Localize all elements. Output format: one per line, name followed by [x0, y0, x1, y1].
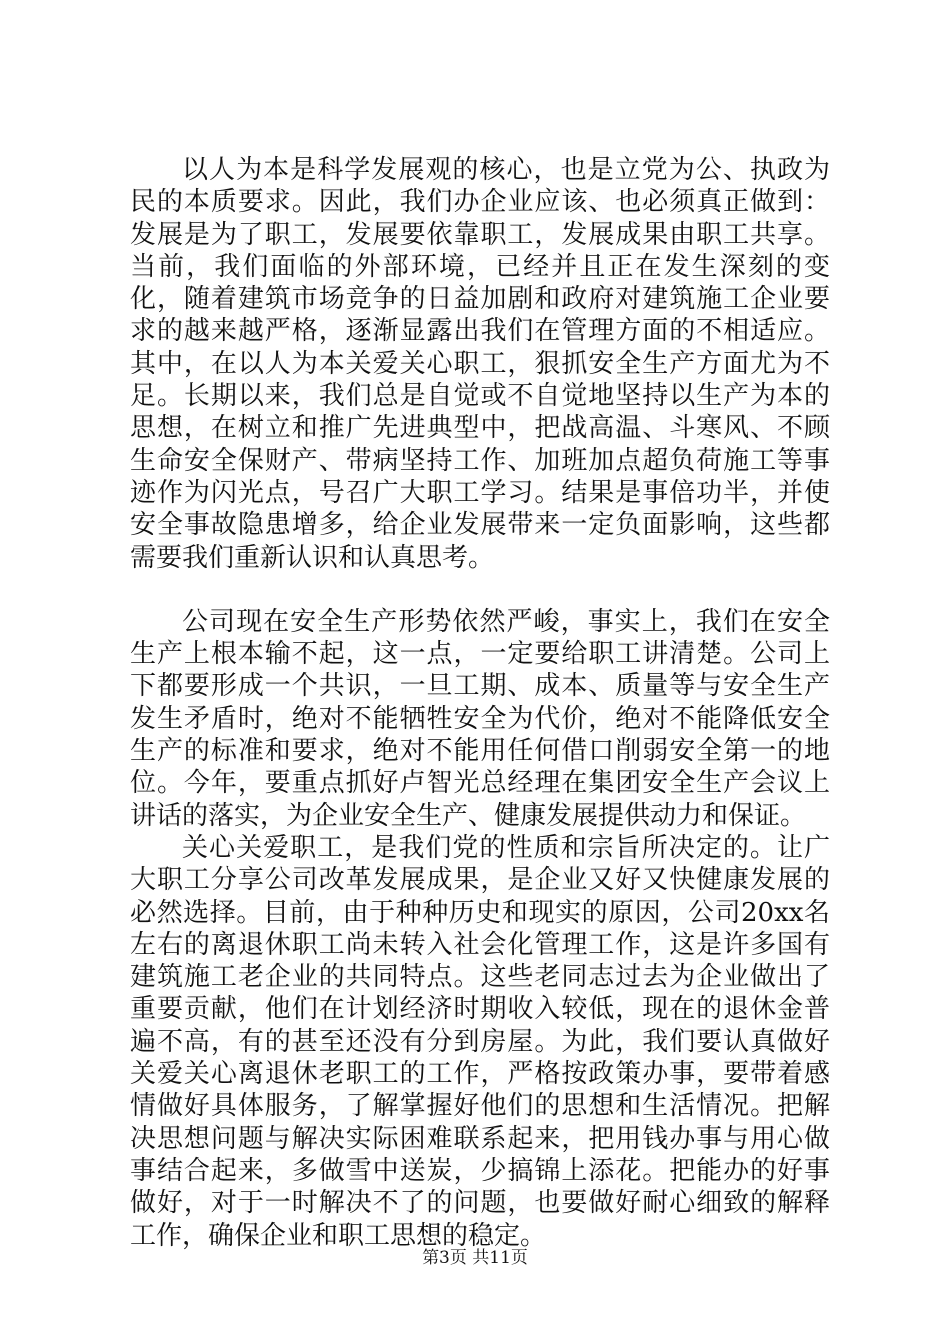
- paragraph-care-retirees: 关心关爱职工，是我们党的性质和宗旨所决定的。让广大职工分享公司改革发展成果，是企业又好又快健康发展的必然选择。目前，由于种种历史和现实的原因，公司20xx名左右的离退休职工尚未转入社会化管理工作，这是许多国有建筑施工老企业的共同特点。这些老同志过去为企业做出了重要贡献，他们在计划经济时期收入较低，现在的退休金普遍不高，有的甚至还没有分到房屋。为此，我们要认真做好关爱关心离退休老职工的工作，严格按政策办事，要带着感情做好具体服务，了解掌握好他们的思想和生活情况。把解决思想问题与解决实际困难联系起来，把用钱办事与用心做事结合起来，多做雪中送炭，少搞锦上添花。把能办的好事做好，对于一时解决不了的问题，也要做好耐心细致的解释工作，确保企业和职工思想的稳定。: [130, 832, 830, 1251]
- document-body: [130, 154, 830, 1252]
- paragraph-people-oriented: 以人为本是科学发展观的核心，也是立党为公、执政为民的本质要求。因此，我们办企业应该、也必须真正做到：发展是为了职工，发展要依靠职工，发展成果由职工共享。当前，我们面临的外部环境，已经并且正在发生深刻的变化，随着建筑市场竞争的日益加剧和政府对建筑施工企业要求的越来越严格，逐渐显露出我们在管理方面的不相适应。其中，在以人为本关爱关心职工，狠抓安全生产方面尤为不足。长期以来，我们总是自觉或不自觉地坚持以生产为本的思想，在树立和推广先进典型中，把战高温、斗寒风、不顾生命安全保财产、带病坚持工作、加班加点超负荷施工等事迹作为闪光点，号召广大职工学习。结果是事倍功半，并使安全事故隐患增多，给企业发展带来一定负面影响，这些都需要我们重新认识和认真思考。: [130, 155, 830, 573]
- paragraph-safety-production: 公司现在安全生产形势依然严峻，事实上，我们在安全生产上根本输不起，这一点，一定要给职工讲清楚。公司上下都要形成一个共识，一旦工期、成本、质量等与安全生产发生矛盾时，绝对不能牺牲安全为代价，绝对不能降低安全生产的标准和要求，绝对不能用任何借口削弱安全第一的地位。今年，要重点抓好卢智光总经理在集团安全生产会议上讲话的落实，为企业安全生产、健康发展提供动力和保证。: [130, 606, 830, 831]
- page-number-footer: 第3页 共11页: [422, 1248, 528, 1268]
